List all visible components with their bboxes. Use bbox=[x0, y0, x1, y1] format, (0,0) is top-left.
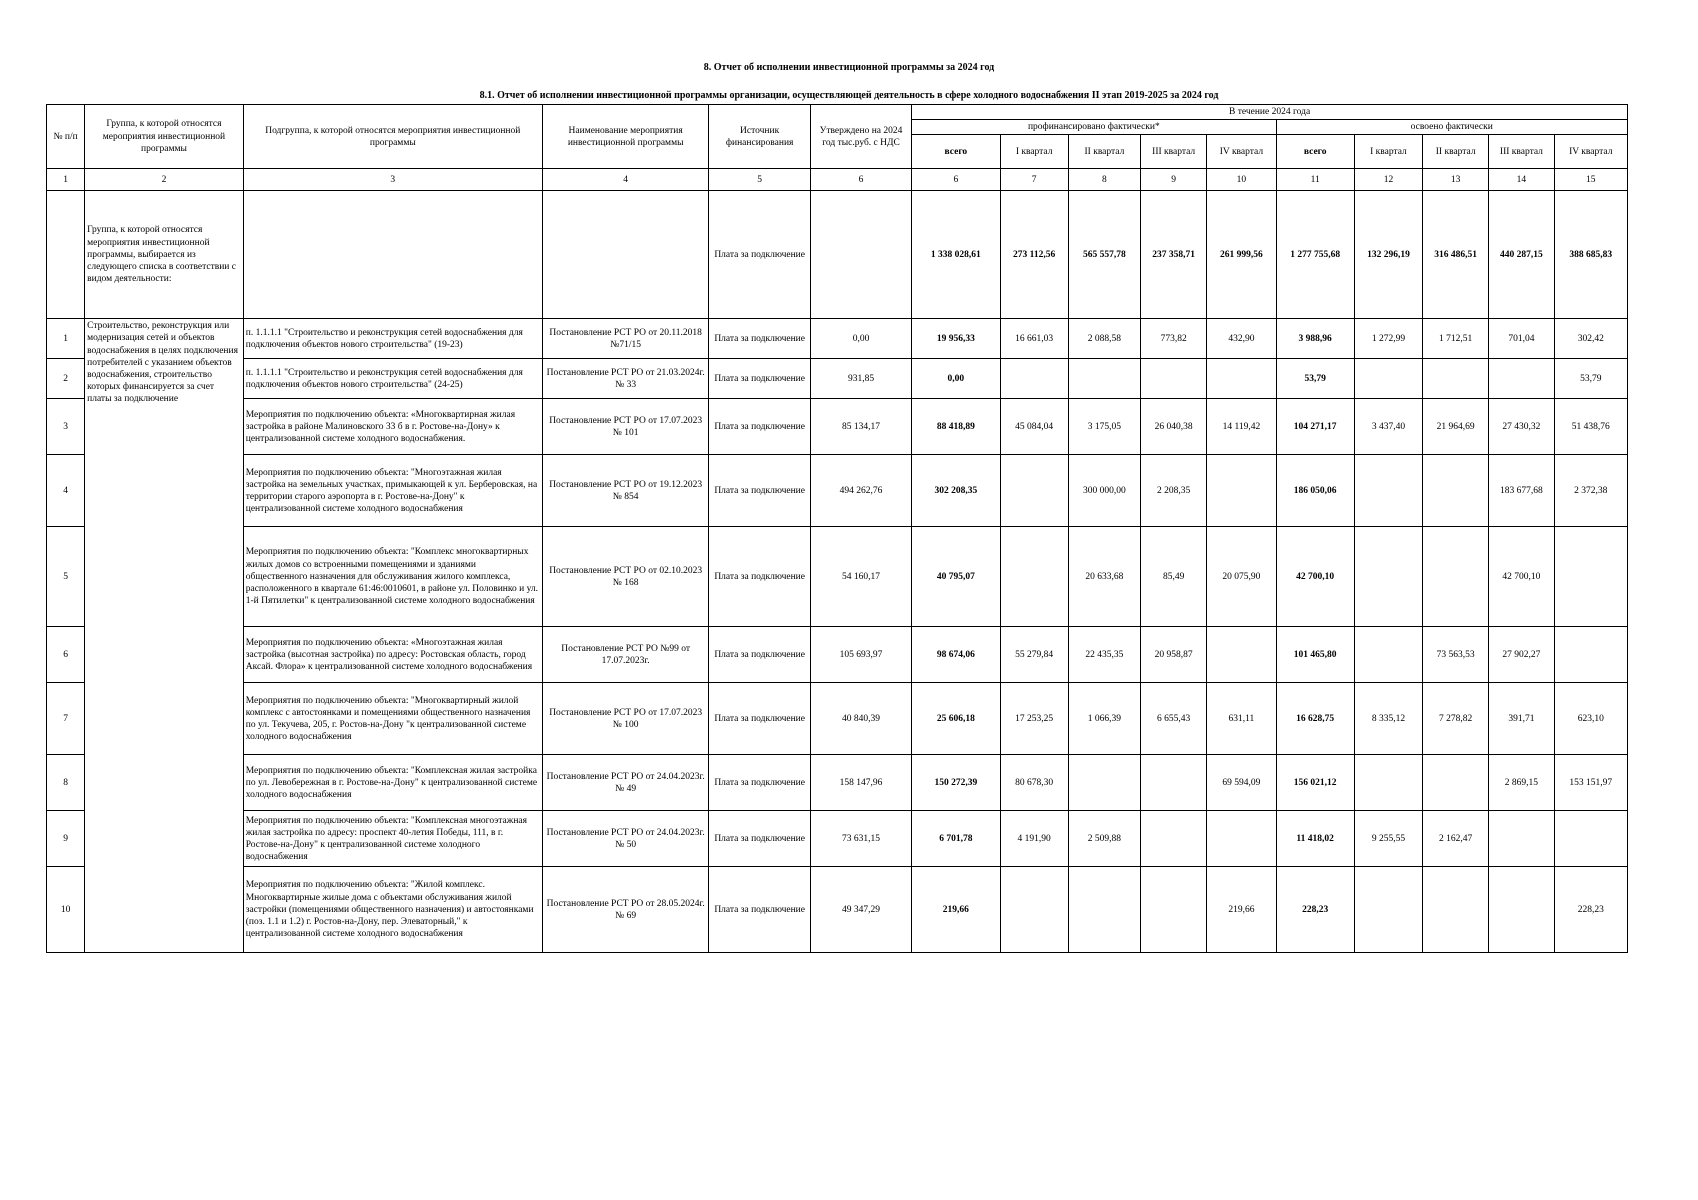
row-fin-q3: 6 655,43 bbox=[1141, 683, 1207, 755]
table-row bbox=[47, 319, 1628, 359]
row-mas-q1 bbox=[1354, 455, 1422, 527]
row-approved: 73 631,15 bbox=[810, 811, 911, 867]
row-num: 9 bbox=[47, 811, 85, 867]
table-row bbox=[47, 811, 1628, 867]
table-row bbox=[47, 527, 1628, 627]
row-num: 6 bbox=[47, 627, 85, 683]
row-num: 1 bbox=[47, 319, 85, 359]
row-mas-q3 bbox=[1489, 811, 1554, 867]
group-fin-q3: 237 358,71 bbox=[1141, 191, 1207, 319]
row-source: Плата за подключение bbox=[709, 683, 810, 755]
group-mas-q1: 132 296,19 bbox=[1354, 191, 1422, 319]
row-fin-q2 bbox=[1068, 867, 1140, 953]
row-fin-q3: 20 958,87 bbox=[1141, 627, 1207, 683]
col-number: 9 bbox=[1141, 169, 1207, 191]
header-mas-q2: II квартал bbox=[1423, 135, 1489, 169]
row-mas-q4: 153 151,97 bbox=[1554, 755, 1627, 811]
row-fin-q3 bbox=[1141, 811, 1207, 867]
col-number: 8 bbox=[1068, 169, 1140, 191]
row-mas-q1 bbox=[1354, 867, 1422, 953]
row-fin-q3: 773,82 bbox=[1141, 319, 1207, 359]
row-fin-q2: 2 509,88 bbox=[1068, 811, 1140, 867]
header-source: Источник финансирования bbox=[709, 105, 810, 169]
row-mas-q1: 3 437,40 bbox=[1354, 399, 1422, 455]
row-mas-q3 bbox=[1489, 867, 1554, 953]
row-mas-q2 bbox=[1423, 867, 1489, 953]
row-mas-total: 228,23 bbox=[1276, 867, 1354, 953]
col-number: 15 bbox=[1554, 169, 1627, 191]
group-description: Группа, к которой относятся мероприятия инвестиционной программы, выбирается из следующего списка в соответствии с видом деятельности: bbox=[85, 191, 244, 319]
group-name: Строительство, реконструкция или модернизация сетей и объектов водоснабжения в целях подключения потребителей с указанием объектов водоснабжения, строительство которых финансируется за счет платы за подключение bbox=[85, 319, 244, 953]
row-fin-q2: 20 633,68 bbox=[1068, 527, 1140, 627]
row-fin-q2: 1 066,39 bbox=[1068, 683, 1140, 755]
investment-report-table bbox=[46, 104, 1628, 953]
group-fin-q4: 261 999,56 bbox=[1207, 191, 1276, 319]
row-fin-q4: 432,90 bbox=[1207, 319, 1276, 359]
row-fin-q1: 80 678,30 bbox=[1000, 755, 1068, 811]
table-row bbox=[47, 455, 1628, 527]
row-fin-q2 bbox=[1068, 359, 1140, 399]
row-mas-q4 bbox=[1554, 527, 1627, 627]
row-mas-total: 156 021,12 bbox=[1276, 755, 1354, 811]
row-num: 3 bbox=[47, 399, 85, 455]
row-fin-q2: 22 435,35 bbox=[1068, 627, 1140, 683]
row-mas-q1 bbox=[1354, 755, 1422, 811]
row-approved: 49 347,29 bbox=[810, 867, 911, 953]
row-fin-q4: 20 075,90 bbox=[1207, 527, 1276, 627]
row-approved: 158 147,96 bbox=[810, 755, 911, 811]
row-source: Плата за подключение bbox=[709, 811, 810, 867]
header-fin-q4: IV квартал bbox=[1207, 135, 1276, 169]
group-mas-q4: 388 685,83 bbox=[1554, 191, 1627, 319]
column-number-row bbox=[47, 169, 1628, 191]
row-mas-total: 101 465,80 bbox=[1276, 627, 1354, 683]
row-fin-q1: 45 084,04 bbox=[1000, 399, 1068, 455]
row-fin-q4: 631,11 bbox=[1207, 683, 1276, 755]
row-subgroup: п. 1.1.1.1 "Строительство и реконструкция сетей водоснабжения для подключения объектов нового строительства" (24-25) bbox=[243, 359, 542, 399]
row-fin-q3: 85,49 bbox=[1141, 527, 1207, 627]
row-fin-q1: 17 253,25 bbox=[1000, 683, 1068, 755]
header-subgroup: Подгруппа, к которой относятся мероприятия инвестиционной программы bbox=[243, 105, 542, 169]
row-fin-total: 219,66 bbox=[912, 867, 1000, 953]
row-mas-q2: 1 712,51 bbox=[1423, 319, 1489, 359]
row-fin-q4: 219,66 bbox=[1207, 867, 1276, 953]
header-financed: профинансировано фактически* bbox=[912, 120, 1276, 135]
header-mas-q4: IV квартал bbox=[1554, 135, 1627, 169]
row-mas-q1 bbox=[1354, 627, 1422, 683]
row-fin-q1 bbox=[1000, 455, 1068, 527]
row-mas-q3: 391,71 bbox=[1489, 683, 1554, 755]
row-mas-total: 11 418,02 bbox=[1276, 811, 1354, 867]
header-fin-q1: I квартал bbox=[1000, 135, 1068, 169]
col-number: 11 bbox=[1276, 169, 1354, 191]
row-fin-q1: 4 191,90 bbox=[1000, 811, 1068, 867]
row-source: Плата за подключение bbox=[709, 399, 810, 455]
row-num: 8 bbox=[47, 755, 85, 811]
row-fin-q2: 300 000,00 bbox=[1068, 455, 1140, 527]
row-mas-q4: 2 372,38 bbox=[1554, 455, 1627, 527]
row-fin-total: 19 956,33 bbox=[912, 319, 1000, 359]
row-subgroup: Мероприятия по подключению объекта: "Комплексная многоэтажная жилая застройка по адресу: проспект 40-летия Победы, 111, в г. Ростове-на-Дону" к централизованной системе холодного водоснабжения bbox=[243, 811, 542, 867]
col-number: 12 bbox=[1354, 169, 1422, 191]
row-mas-q4: 53,79 bbox=[1554, 359, 1627, 399]
row-mas-q4 bbox=[1554, 811, 1627, 867]
row-num: 5 bbox=[47, 527, 85, 627]
row-source: Плата за подключение bbox=[709, 455, 810, 527]
row-mas-total: 186 050,06 bbox=[1276, 455, 1354, 527]
row-approved: 40 840,39 bbox=[810, 683, 911, 755]
row-approved: 54 160,17 bbox=[810, 527, 911, 627]
table-row bbox=[47, 627, 1628, 683]
row-subgroup: Мероприятия по подключению объекта: "Комплексная жилая застройка по ул. Левобережная в г. Ростове-на-Дону" к централизованной системе холодного водоснабжения bbox=[243, 755, 542, 811]
row-subgroup: Мероприятия по подключению объекта: "Многоэтажная жилая застройка на земельных участках, примыкающей к ул. Берберовская, на территории старого аэропорта в г. Ростове-на-Дону" к централизованной системе холодного водоснабжения bbox=[243, 455, 542, 527]
row-mas-q2: 73 563,53 bbox=[1423, 627, 1489, 683]
col-number: 7 bbox=[1000, 169, 1068, 191]
row-source: Плата за подключение bbox=[709, 627, 810, 683]
col-number: 6 bbox=[810, 169, 911, 191]
col-number: 10 bbox=[1207, 169, 1276, 191]
row-mas-q1 bbox=[1354, 527, 1422, 627]
header-name: Наименование мероприятия инвестиционной программы bbox=[542, 105, 709, 169]
col-number: 1 bbox=[47, 169, 85, 191]
group-mas-q3: 440 287,15 bbox=[1489, 191, 1554, 319]
row-fin-total: 302 208,35 bbox=[912, 455, 1000, 527]
row-fin-total: 98 674,06 bbox=[912, 627, 1000, 683]
col-number: 13 bbox=[1423, 169, 1489, 191]
row-subgroup: Мероприятия по подключению объекта: "Жилой комплекс. Многоквартирные жилые дома с объектами обслуживания жилой застройки (помещениями общественного назначения) и автостоянками (поз. 1.1 и 1.2) г. Ростов-на-Дону, пер. Элеваторный," к централизованной системе холодного водоснабжения bbox=[243, 867, 542, 953]
report-subtitle: 8.1. Отчет об исполнении инвестиционной программы организации, осуществляющей деятельность в сфере холодного водоснабжения II этап 2019-2025 за 2024 год bbox=[479, 90, 1219, 101]
row-fin-total: 150 272,39 bbox=[912, 755, 1000, 811]
row-mas-q2: 7 278,82 bbox=[1423, 683, 1489, 755]
col-number: 5 bbox=[709, 169, 810, 191]
col-number: 2 bbox=[85, 169, 244, 191]
row-fin-q4: 14 119,42 bbox=[1207, 399, 1276, 455]
row-fin-q2: 3 175,05 bbox=[1068, 399, 1140, 455]
header-mas-q3: III квартал bbox=[1489, 135, 1554, 169]
row-approved: 85 134,17 bbox=[810, 399, 911, 455]
row-approved: 105 693,97 bbox=[810, 627, 911, 683]
row-mas-q4: 51 438,76 bbox=[1554, 399, 1627, 455]
row-mas-q3: 701,04 bbox=[1489, 319, 1554, 359]
table-row bbox=[47, 683, 1628, 755]
group-mas-total: 1 277 755,68 bbox=[1276, 191, 1354, 319]
row-fin-total: 88 418,89 bbox=[912, 399, 1000, 455]
row-name: Постановление РСТ РО от 28.05.2024г. № 69 bbox=[542, 867, 709, 953]
row-num: 4 bbox=[47, 455, 85, 527]
row-mas-q1: 9 255,55 bbox=[1354, 811, 1422, 867]
row-fin-q4: 69 594,09 bbox=[1207, 755, 1276, 811]
row-num: 7 bbox=[47, 683, 85, 755]
row-mas-q2 bbox=[1423, 455, 1489, 527]
row-name: Постановление РСТ РО от 21.03.2024г. № 33 bbox=[542, 359, 709, 399]
row-mas-q4: 228,23 bbox=[1554, 867, 1627, 953]
row-mas-q1: 8 335,12 bbox=[1354, 683, 1422, 755]
header-mas-q1: I квартал bbox=[1354, 135, 1422, 169]
table-row bbox=[47, 359, 1628, 399]
row-fin-q4 bbox=[1207, 811, 1276, 867]
row-fin-q1 bbox=[1000, 527, 1068, 627]
row-mas-q2 bbox=[1423, 527, 1489, 627]
row-name: Постановление РСТ РО от 19.12.2023 № 854 bbox=[542, 455, 709, 527]
row-subgroup: п. 1.1.1.1 "Строительство и реконструкция сетей водоснабжения для подключения объектов нового строительства" (19-23) bbox=[243, 319, 542, 359]
row-mas-total: 16 628,75 bbox=[1276, 683, 1354, 755]
row-fin-q3 bbox=[1141, 755, 1207, 811]
row-mas-total: 3 988,96 bbox=[1276, 319, 1354, 359]
row-fin-total: 0,00 bbox=[912, 359, 1000, 399]
row-source: Плата за подключение bbox=[709, 867, 810, 953]
header-fin-q3: III квартал bbox=[1141, 135, 1207, 169]
row-fin-q4 bbox=[1207, 359, 1276, 399]
row-fin-total: 25 606,18 bbox=[912, 683, 1000, 755]
row-mas-q3: 2 869,15 bbox=[1489, 755, 1554, 811]
row-mas-total: 42 700,10 bbox=[1276, 527, 1354, 627]
row-fin-q1: 16 661,03 bbox=[1000, 319, 1068, 359]
table-row bbox=[47, 399, 1628, 455]
table-row bbox=[47, 755, 1628, 811]
report-title: 8. Отчет об исполнении инвестиционной программы за 2024 год bbox=[703, 62, 995, 73]
row-name: Постановление РСТ РО от 24.04.2023г. № 49 bbox=[542, 755, 709, 811]
row-mas-q3: 27 430,32 bbox=[1489, 399, 1554, 455]
row-fin-q2 bbox=[1068, 755, 1140, 811]
row-source: Плата за подключение bbox=[709, 527, 810, 627]
row-name: Постановление РСТ РО от 17.07.2023 № 100 bbox=[542, 683, 709, 755]
row-fin-q3 bbox=[1141, 359, 1207, 399]
row-mas-q1: 1 272,99 bbox=[1354, 319, 1422, 359]
row-name: Постановление РСТ РО от 24.04.2023г. № 50 bbox=[542, 811, 709, 867]
row-fin-q4 bbox=[1207, 455, 1276, 527]
row-name: Постановление РСТ РО от 02.10.2023 № 168 bbox=[542, 527, 709, 627]
header-during-2024: В течение 2024 года bbox=[912, 105, 1628, 120]
row-subgroup: Мероприятия по подключению объекта: «Многоэтажная жилая застройка (высотная застройка) по адресу: Ростовская область, город Аксай. Флора» к централизованной системе холодного водоснабжения bbox=[243, 627, 542, 683]
row-source: Плата за подключение bbox=[709, 359, 810, 399]
group-source: Плата за подключение bbox=[709, 191, 810, 319]
header-fin-q2: II квартал bbox=[1068, 135, 1140, 169]
row-mas-q1 bbox=[1354, 359, 1422, 399]
row-name: Постановление РСТ РО от 17.07.2023 № 101 bbox=[542, 399, 709, 455]
row-approved: 0,00 bbox=[810, 319, 911, 359]
row-mas-q2: 2 162,47 bbox=[1423, 811, 1489, 867]
table-row bbox=[47, 867, 1628, 953]
row-name: Постановление РСТ РО №99 от 17.07.2023г. bbox=[542, 627, 709, 683]
group-fin-q2: 565 557,78 bbox=[1068, 191, 1140, 319]
row-approved: 931,85 bbox=[810, 359, 911, 399]
col-number: 14 bbox=[1489, 169, 1554, 191]
group-fin-total: 1 338 028,61 bbox=[912, 191, 1000, 319]
row-mas-q2 bbox=[1423, 755, 1489, 811]
row-source: Плата за подключение bbox=[709, 755, 810, 811]
group-fin-q1: 273 112,56 bbox=[1000, 191, 1068, 319]
row-fin-q1 bbox=[1000, 359, 1068, 399]
group-summary-row bbox=[47, 191, 1628, 319]
col-number: 6 bbox=[912, 169, 1000, 191]
header-mastered: освоено фактически bbox=[1276, 120, 1627, 135]
row-num: 10 bbox=[47, 867, 85, 953]
row-mas-q4 bbox=[1554, 627, 1627, 683]
row-subgroup: Мероприятия по подключению объекта: "Многоквартирный жилой комплекс с автостоянками и помещениями общественного назначения по ул. Текучева, 205, г. Ростов-на-Дону "к централизованной системе холодного водоснабжения bbox=[243, 683, 542, 755]
row-subgroup: Мероприятия по подключению объекта: "Комплекс многоквартирных жилых домов со встроенными помещениями и зданиями общественного назначения для обслуживания жилого комплекса, расположенного в квартале 61:46:0010601, в районе ул. Половинко и ул. 1-й Пятилетки" к централизованной системе холодного водоснабжения bbox=[243, 527, 542, 627]
row-subgroup: Мероприятия по подключению объекта: «Многоквартирная жилая застройка в районе Малиновского 33 б в г. Ростове-на-Дону» к централизованной системе холодного водоснабжения. bbox=[243, 399, 542, 455]
row-mas-q4: 302,42 bbox=[1554, 319, 1627, 359]
row-mas-q3: 42 700,10 bbox=[1489, 527, 1554, 627]
row-fin-total: 6 701,78 bbox=[912, 811, 1000, 867]
row-mas-q4: 623,10 bbox=[1554, 683, 1627, 755]
row-fin-q2: 2 088,58 bbox=[1068, 319, 1140, 359]
col-number: 4 bbox=[542, 169, 709, 191]
header-approved: Утверждено на 2024 год тыс.руб. с НДС bbox=[810, 105, 911, 169]
header-mas-total: всего bbox=[1276, 135, 1354, 169]
group-mas-q2: 316 486,51 bbox=[1423, 191, 1489, 319]
header-fin-total: всего bbox=[912, 135, 1000, 169]
row-mas-q2 bbox=[1423, 359, 1489, 399]
row-fin-total: 40 795,07 bbox=[912, 527, 1000, 627]
row-fin-q1: 55 279,84 bbox=[1000, 627, 1068, 683]
row-fin-q3: 2 208,35 bbox=[1141, 455, 1207, 527]
row-num: 2 bbox=[47, 359, 85, 399]
row-mas-q3: 27 902,27 bbox=[1489, 627, 1554, 683]
col-number: 3 bbox=[243, 169, 542, 191]
header-num: № п/п bbox=[47, 105, 85, 169]
row-mas-q3 bbox=[1489, 359, 1554, 399]
row-mas-q2: 21 964,69 bbox=[1423, 399, 1489, 455]
row-mas-total: 104 271,17 bbox=[1276, 399, 1354, 455]
row-fin-q3 bbox=[1141, 867, 1207, 953]
row-mas-total: 53,79 bbox=[1276, 359, 1354, 399]
row-fin-q3: 26 040,38 bbox=[1141, 399, 1207, 455]
row-fin-q4 bbox=[1207, 627, 1276, 683]
row-fin-q1 bbox=[1000, 867, 1068, 953]
row-mas-q3: 183 677,68 bbox=[1489, 455, 1554, 527]
header-group: Группа, к которой относятся мероприятия инвестиционной программы bbox=[85, 105, 244, 169]
row-name: Постановление РСТ РО от 20.11.2018 №71/15 bbox=[542, 319, 709, 359]
row-approved: 494 262,76 bbox=[810, 455, 911, 527]
row-source: Плата за подключение bbox=[709, 319, 810, 359]
